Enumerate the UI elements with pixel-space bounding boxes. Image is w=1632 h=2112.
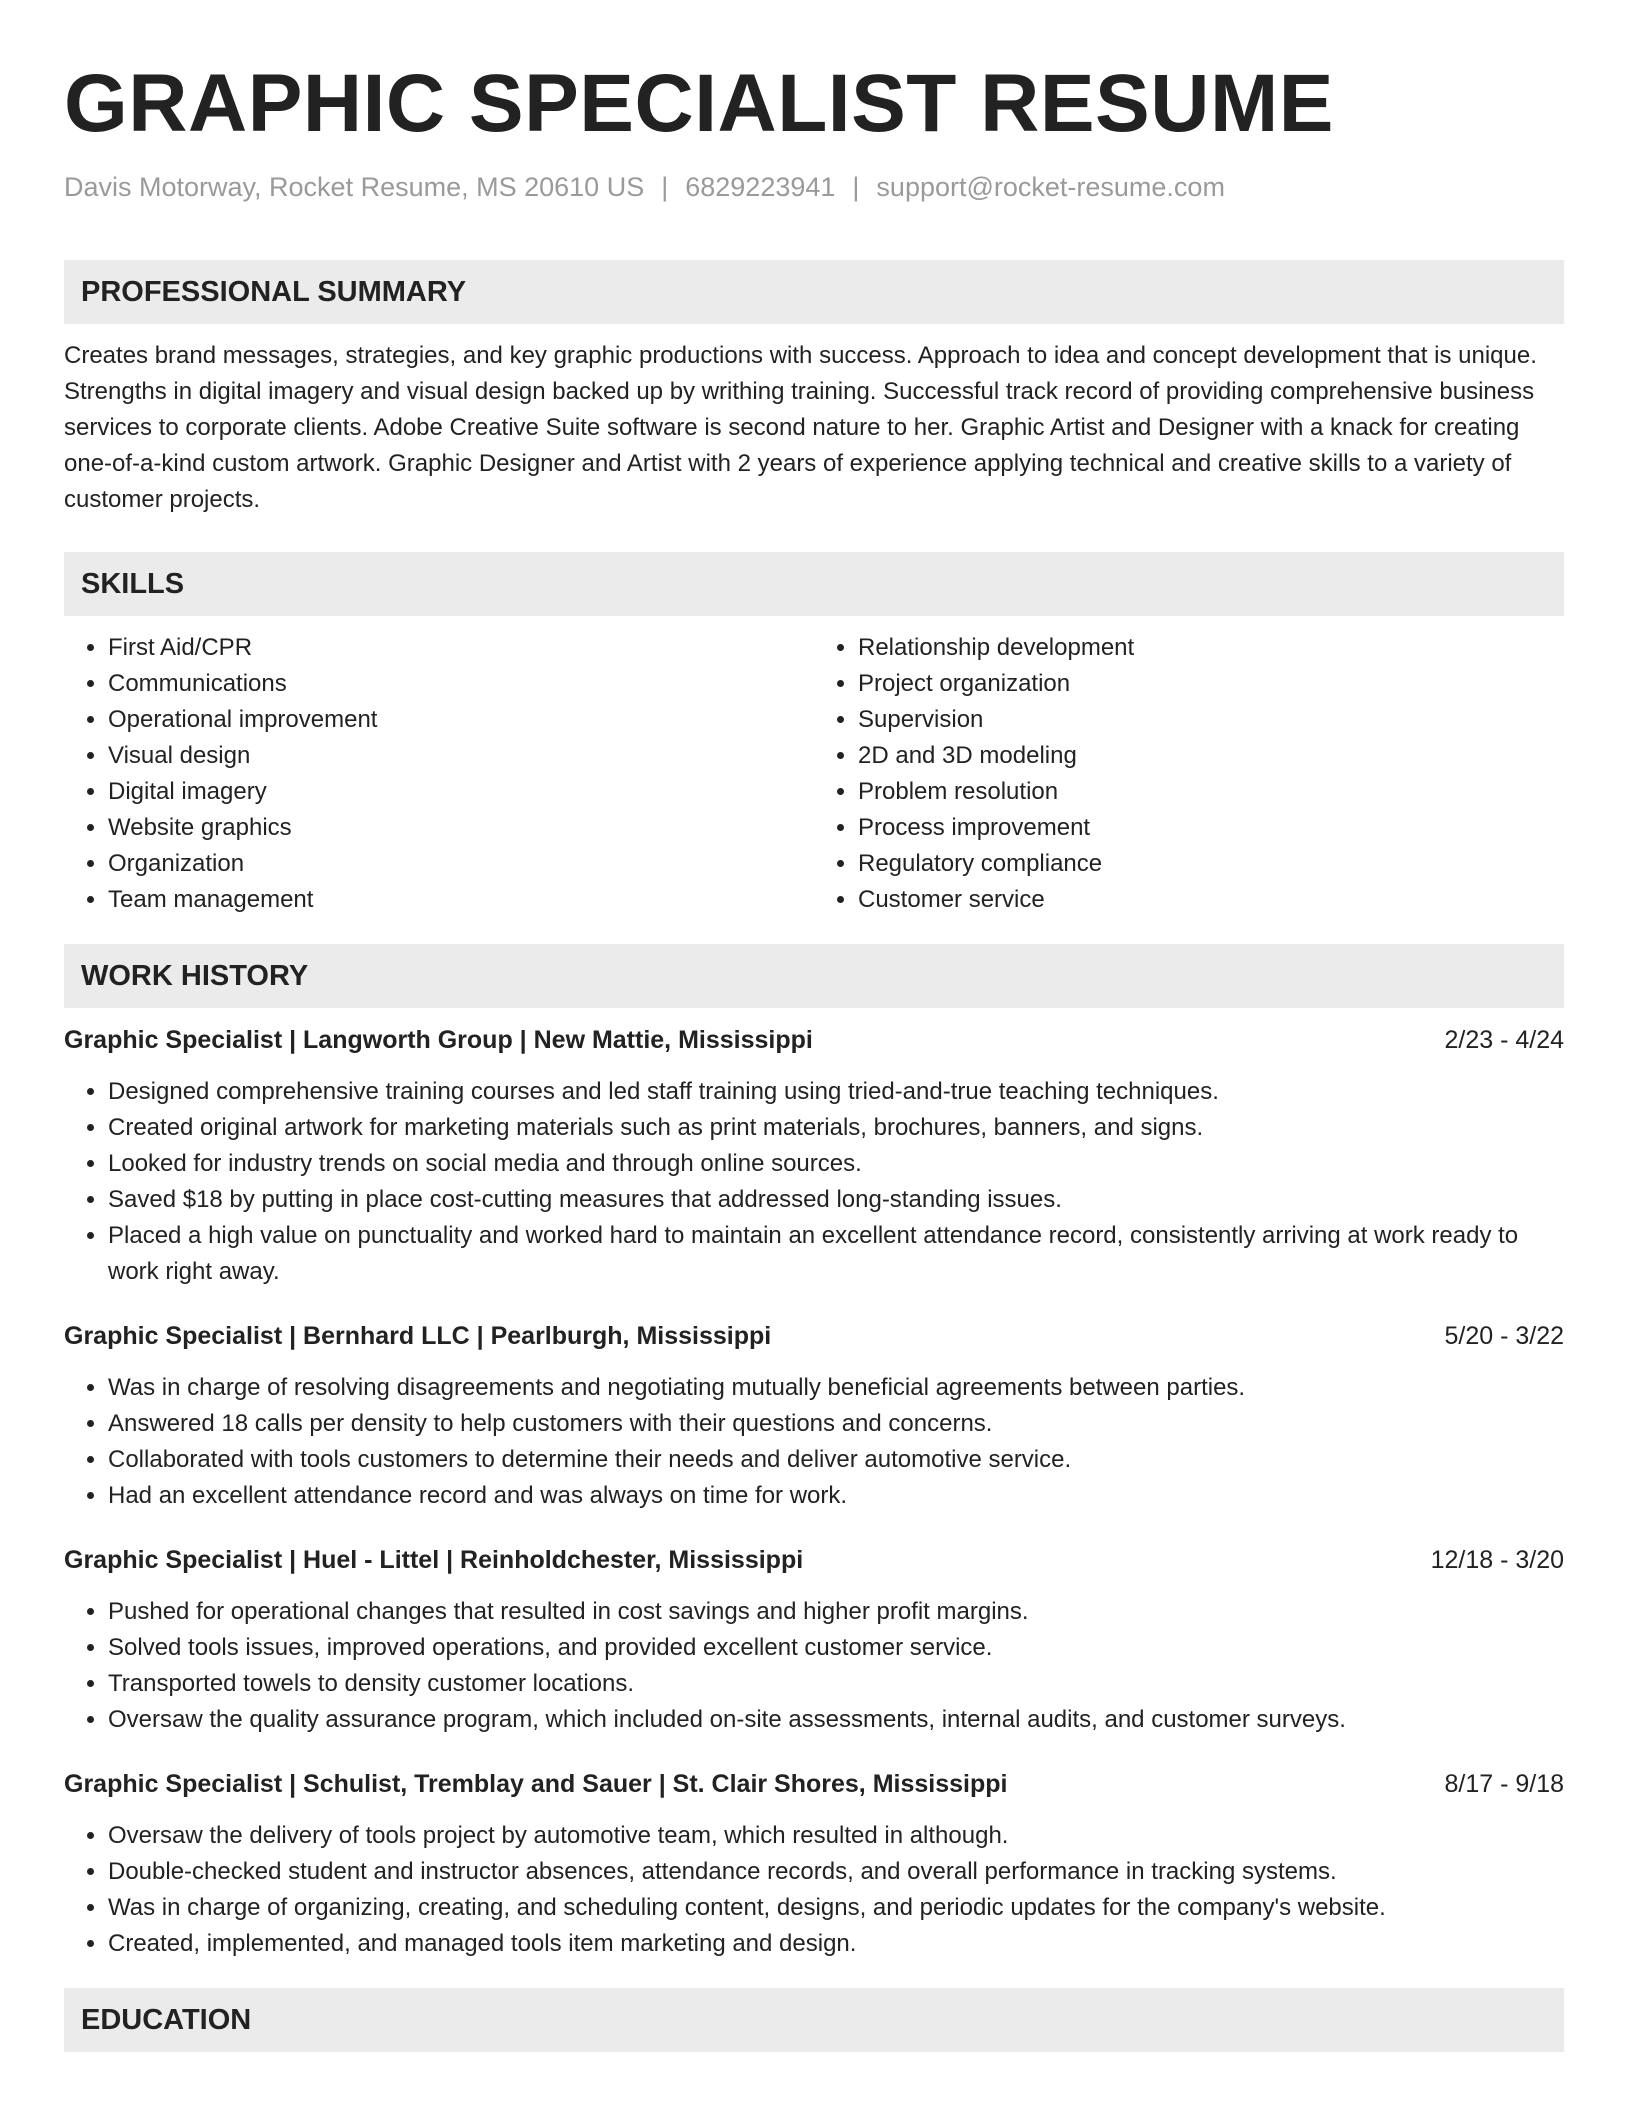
skill-item: • Website graphics [108, 810, 814, 846]
job-dates: 8/17 - 9/18 [1444, 1770, 1564, 1798]
job-bullet: • Created original artwork for marketing materials such as print materials, brochures, banners, and signs. [108, 1110, 1564, 1146]
contact-address: Davis Motorway, Rocket Resume, MS 20610 US [64, 172, 645, 202]
job-bullet: • Saved $18 by putting in place cost-cutting measures that addressed long-standing issues. [108, 1182, 1564, 1218]
section-header-professional-summary: PROFESSIONAL SUMMARY [64, 260, 1564, 324]
contact-phone: 6829223941 [685, 172, 836, 202]
skill-item: • Problem resolution [858, 774, 1564, 810]
job-title: Graphic Specialist | Bernhard LLC | Pearlburgh, Mississippi [64, 1322, 772, 1350]
job-bullets [64, 1370, 1564, 1514]
job-entry [64, 1318, 1564, 1514]
job-header [64, 1542, 1564, 1578]
job-dates: 12/18 - 3/20 [1430, 1546, 1564, 1574]
job-bullet: • Created, implemented, and managed tools item marketing and design. [108, 1926, 1564, 1962]
page-title: GRAPHIC SPECIALIST RESUME [64, 58, 1334, 149]
job-header [64, 1318, 1564, 1354]
job-bullets [64, 1818, 1564, 1962]
skill-item: • Process improvement [858, 810, 1564, 846]
job-bullets [64, 1074, 1564, 1290]
job-entry [64, 1542, 1564, 1738]
skill-item: • 2D and 3D modeling [858, 738, 1564, 774]
job-entry [64, 1766, 1564, 1962]
job-title: Graphic Specialist | Huel - Littel | Reinholdchester, Mississippi [64, 1546, 804, 1574]
job-bullet: • Was in charge of organizing, creating, and scheduling content, designs, and periodic updates for the company's website. [108, 1890, 1564, 1926]
skills-column-left [64, 630, 814, 918]
skill-item: • Customer service [858, 882, 1564, 918]
skills-column-right [814, 630, 1564, 918]
contact-separator: | [661, 172, 669, 202]
skill-item: • Operational improvement [108, 702, 814, 738]
job-bullet: • Transported towels to density customer locations. [108, 1666, 1564, 1702]
job-bullets [64, 1594, 1564, 1738]
job-header [64, 1022, 1564, 1058]
job-bullet: • Had an excellent attendance record and was always on time for work. [108, 1478, 1564, 1514]
skill-item: • Supervision [858, 702, 1564, 738]
job-bullet: • Solved tools issues, improved operations, and provided excellent customer service. [108, 1630, 1564, 1666]
skill-item: • Team management [108, 882, 814, 918]
job-bullet: • Oversaw the delivery of tools project by automotive team, which resulted in although. [108, 1818, 1564, 1854]
job-bullet: • Placed a high value on punctuality and worked hard to maintain an excellent attendance record, consistently arriving at work ready to work right away. [108, 1218, 1564, 1290]
skill-item: • Regulatory compliance [858, 846, 1564, 882]
job-bullet: • Was in charge of resolving disagreements and negotiating mutually beneficial agreements between parties. [108, 1370, 1564, 1406]
job-bullet: • Oversaw the quality assurance program, which included on-site assessments, internal audits, and customer surveys. [108, 1702, 1564, 1738]
skills-grid [64, 630, 1564, 918]
job-bullet: • Answered 18 calls per density to help customers with their questions and concerns. [108, 1406, 1564, 1442]
contact-line [64, 170, 1564, 204]
skill-item: • First Aid/CPR [108, 630, 814, 666]
section-header-skills: SKILLS [64, 552, 1564, 616]
section-header-work-history: WORK HISTORY [64, 944, 1564, 1008]
section-header-education: EDUCATION [64, 1988, 1564, 2052]
contact-email: support@rocket-resume.com [876, 172, 1225, 202]
summary-text: Creates brand messages, strategies, and key graphic productions with success. Approach to idea and concept development that is unique. Strengths in digital imagery and visual design backed up by writhing training. Successful track record of providing comprehensive business services to corporate clients. Adobe Creative Suite software is second nature to her. Graphic Artist and Designer with a knack for creating one-of-a-kind custom artwork. Graphic Designer and Artist with 2 years of experience applying technical and creative skills to a variety of customer projects. [64, 342, 1537, 513]
job-dates: 5/20 - 3/22 [1444, 1322, 1564, 1350]
job-dates: 2/23 - 4/24 [1444, 1026, 1564, 1054]
skill-item: • Digital imagery [108, 774, 814, 810]
job-bullet: • Designed comprehensive training courses and led staff training using tried-and-true teaching techniques. [108, 1074, 1564, 1110]
job-title: Graphic Specialist | Langworth Group | New Mattie, Mississippi [64, 1026, 813, 1054]
skill-item: • Visual design [108, 738, 814, 774]
job-entry [64, 1022, 1564, 1290]
job-bullet: • Double-checked student and instructor absences, attendance records, and overall performance in tracking systems. [108, 1854, 1564, 1890]
job-bullet: • Looked for industry trends on social media and through online sources. [108, 1146, 1564, 1182]
skill-item: • Relationship development [858, 630, 1564, 666]
job-bullet: • Pushed for operational changes that resulted in cost savings and higher profit margins. [108, 1594, 1564, 1630]
job-header [64, 1766, 1564, 1802]
contact-separator: | [852, 172, 860, 202]
skill-item: • Project organization [858, 666, 1564, 702]
job-bullet: • Collaborated with tools customers to determine their needs and deliver automotive service. [108, 1442, 1564, 1478]
skill-item: • Organization [108, 846, 814, 882]
job-title: Graphic Specialist | Schulist, Tremblay and Sauer | St. Clair Shores, Mississippi [64, 1770, 1008, 1798]
skill-item: • Communications [108, 666, 814, 702]
